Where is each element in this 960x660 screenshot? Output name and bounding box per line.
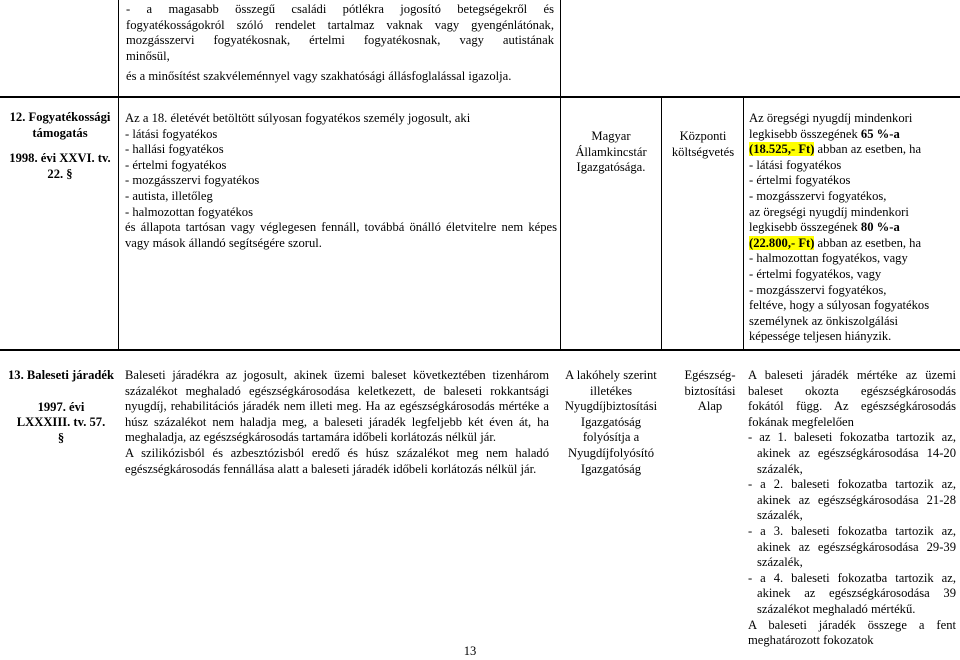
row13-title-cell	[2, 368, 120, 446]
row13-amt-item-3: - a 3. baleseti fokozatba tartozik az, akinek az egészségkárosodása 29-39 százalék,	[748, 523, 956, 570]
top-line-1: - a magasabb összegű családi pótlékra jogosító betegségekről és	[126, 2, 554, 16]
row13-conditions	[125, 368, 549, 477]
row12-amt-1: Az öregségi nyugdíj mindenkori	[749, 111, 913, 125]
row12-cond-1: - látási fogyatékos	[125, 126, 218, 141]
row13-cond-p1: Baleseti járadékra az jogosult, akinek üzemi baleset következtében tizenhárom százalékot meghaladó egészségkárosodása keletkezett, de baleseti rokkantsági nyugdíj, rehabilitációs járadék nem illeti meg. Ha az egészségkárosodás mértéke a húsz százalékot nem haladja meg, a baleseti járadék legfeljebb két éven át, ha meghaladja, az egészségkárosodás tartamára időbeli korlátozás nélkül jár.	[125, 368, 549, 445]
row12-amt-15: képessége teljesen hiányzik.	[749, 329, 892, 344]
row-separator-2	[0, 349, 960, 351]
percent-65: 65 %-a	[860, 126, 900, 141]
table-border-left	[118, 0, 119, 97]
top-line-5: és a minősítést szakvéleménnyel vagy szakhatósági állásfoglalással igazolja.	[126, 69, 512, 84]
col-sep-2-row12	[560, 97, 561, 350]
row12-amt-7: az öregségi nyugdíj mindenkori	[749, 204, 909, 219]
row13-amt-outro: A baleseti járadék összege a fent meghatározott fokozatok	[748, 617, 956, 648]
row13-amt-intro: A baleseti járadék mértéke az üzemi baleset okozta egészségkárosodás fokától függ. Az egészségkárosodás fokának megfelelően	[748, 368, 956, 429]
row12-cond-4: - mozgásszervi fogyatékos	[125, 173, 260, 188]
row12-cond-3: - értelmi fogyatékos	[125, 157, 227, 172]
page-number: 13	[463, 644, 477, 658]
percent-80: 80 %-a	[860, 220, 900, 235]
row13-cond-p2: A szilikózisból és azbesztózisból eredő és húsz százalékot meg nem haladó egészségkárosodás fennállása alatt a baleseti járadék időbeli korlátozás nélkül jár.	[125, 445, 549, 476]
row12-title-cell	[6, 110, 114, 182]
row-separator-1	[0, 96, 960, 98]
row12-amount	[749, 111, 957, 345]
row12-cond-5: - autista, illetőleg	[125, 188, 213, 203]
row12-amt-13: feltéve, hogy a súlyosan fogyatékos	[749, 298, 930, 313]
row12-amt-4: - látási fogyatékos	[749, 157, 842, 172]
row12-cond-7: és állapota tartósan vagy véglegesen fennáll, továbbá önálló életvitelre nem képes vagy mások állandó segítségére szorul.	[125, 220, 557, 250]
row12-amt-11: - értelmi fogyatékos, vagy	[749, 266, 882, 281]
top-line-2: fogyatékosságokról szóló rendelet tartalmaz vaknak vagy gyengénlátónak,	[126, 17, 554, 32]
row12-amt-9: (22.800,- Ft) abban az esetben, ha	[749, 235, 922, 250]
row12-law: 1998. évi XXVI. tv. 22. §	[9, 151, 111, 181]
row12-authority: Magyar Államkincstár Igazgatósága.	[575, 129, 647, 175]
row12-amt-3: (18.525,- Ft) abban az esetben, ha	[749, 142, 922, 157]
row12-cond-0: Az a 18. életévét betöltött súlyosan fogyatékos személy jogosult, aki	[125, 111, 471, 125]
row13-authority: A lakóhely szerint illetékes Nyugdíjbiztosítási Igazgatóság folyósítja a Nyugdíjfolyósító Igazgatóság	[564, 368, 658, 476]
top-line-4: minősül,	[126, 48, 170, 63]
row12-cond-6: - halmozottan fogyatékos	[125, 204, 253, 219]
row13-title: 13. Baleseti járadék	[8, 368, 114, 382]
row13-amt-item-2: - a 2. baleseti fokozatba tartozik az, akinek az egészségkárosodása 21-28 százalék,	[748, 477, 956, 523]
row12-funding: Központi költségvetés	[671, 129, 735, 159]
row12-amt-14: személynek az önkiszolgálási	[749, 313, 898, 328]
row13-law: 1997. évi LXXXIII. tv. 57. §	[16, 399, 106, 445]
amount-22800: (22.800,- Ft)	[749, 235, 815, 250]
top-line-3: mozgásszervi fogyatékosnak, értelmi fogyatékosnak, vagy autistának	[126, 33, 554, 48]
row13-amt-item-4: - a 4. baleseti fokozatba tartozik az, akinek az egészségkárosodása 39 százalékot meghaladó mértékű.	[748, 570, 956, 616]
row12-cond-2: - hallási fogyatékos	[125, 142, 224, 157]
col-sep-4-row12	[743, 97, 744, 350]
row13-amt-item-1: - az 1. baleseti fokozatba tartozik az, akinek az egészségkárosodása 14-20 százalék,	[748, 430, 956, 476]
row12-amt-5: - értelmi fogyatékos	[749, 173, 851, 188]
row13-amount	[748, 368, 956, 649]
row12-amt-12: - mozgásszervi fogyatékos,	[749, 282, 887, 297]
col-sep-3-row12	[661, 97, 662, 350]
col-sep-1-row12	[118, 97, 119, 350]
top-block	[126, 2, 554, 85]
table-border-top-right	[560, 0, 561, 97]
row12-amt-6: - mozgásszervi fogyatékos,	[749, 188, 887, 203]
row12-title: 12. Fogyatékossági támogatás	[9, 110, 111, 140]
row13-funding: Egészség-biztosítási Alap	[684, 368, 736, 414]
amount-18525: (18.525,- Ft)	[749, 142, 815, 157]
row12-amt-8: legkisebb összegének 80 %-a	[749, 220, 900, 235]
row12-amt-2: legkisebb összegének 65 %-a	[749, 126, 900, 141]
row12-conditions	[125, 111, 557, 251]
row12-amt-10: - halmozottan fogyatékos, vagy	[749, 251, 908, 266]
